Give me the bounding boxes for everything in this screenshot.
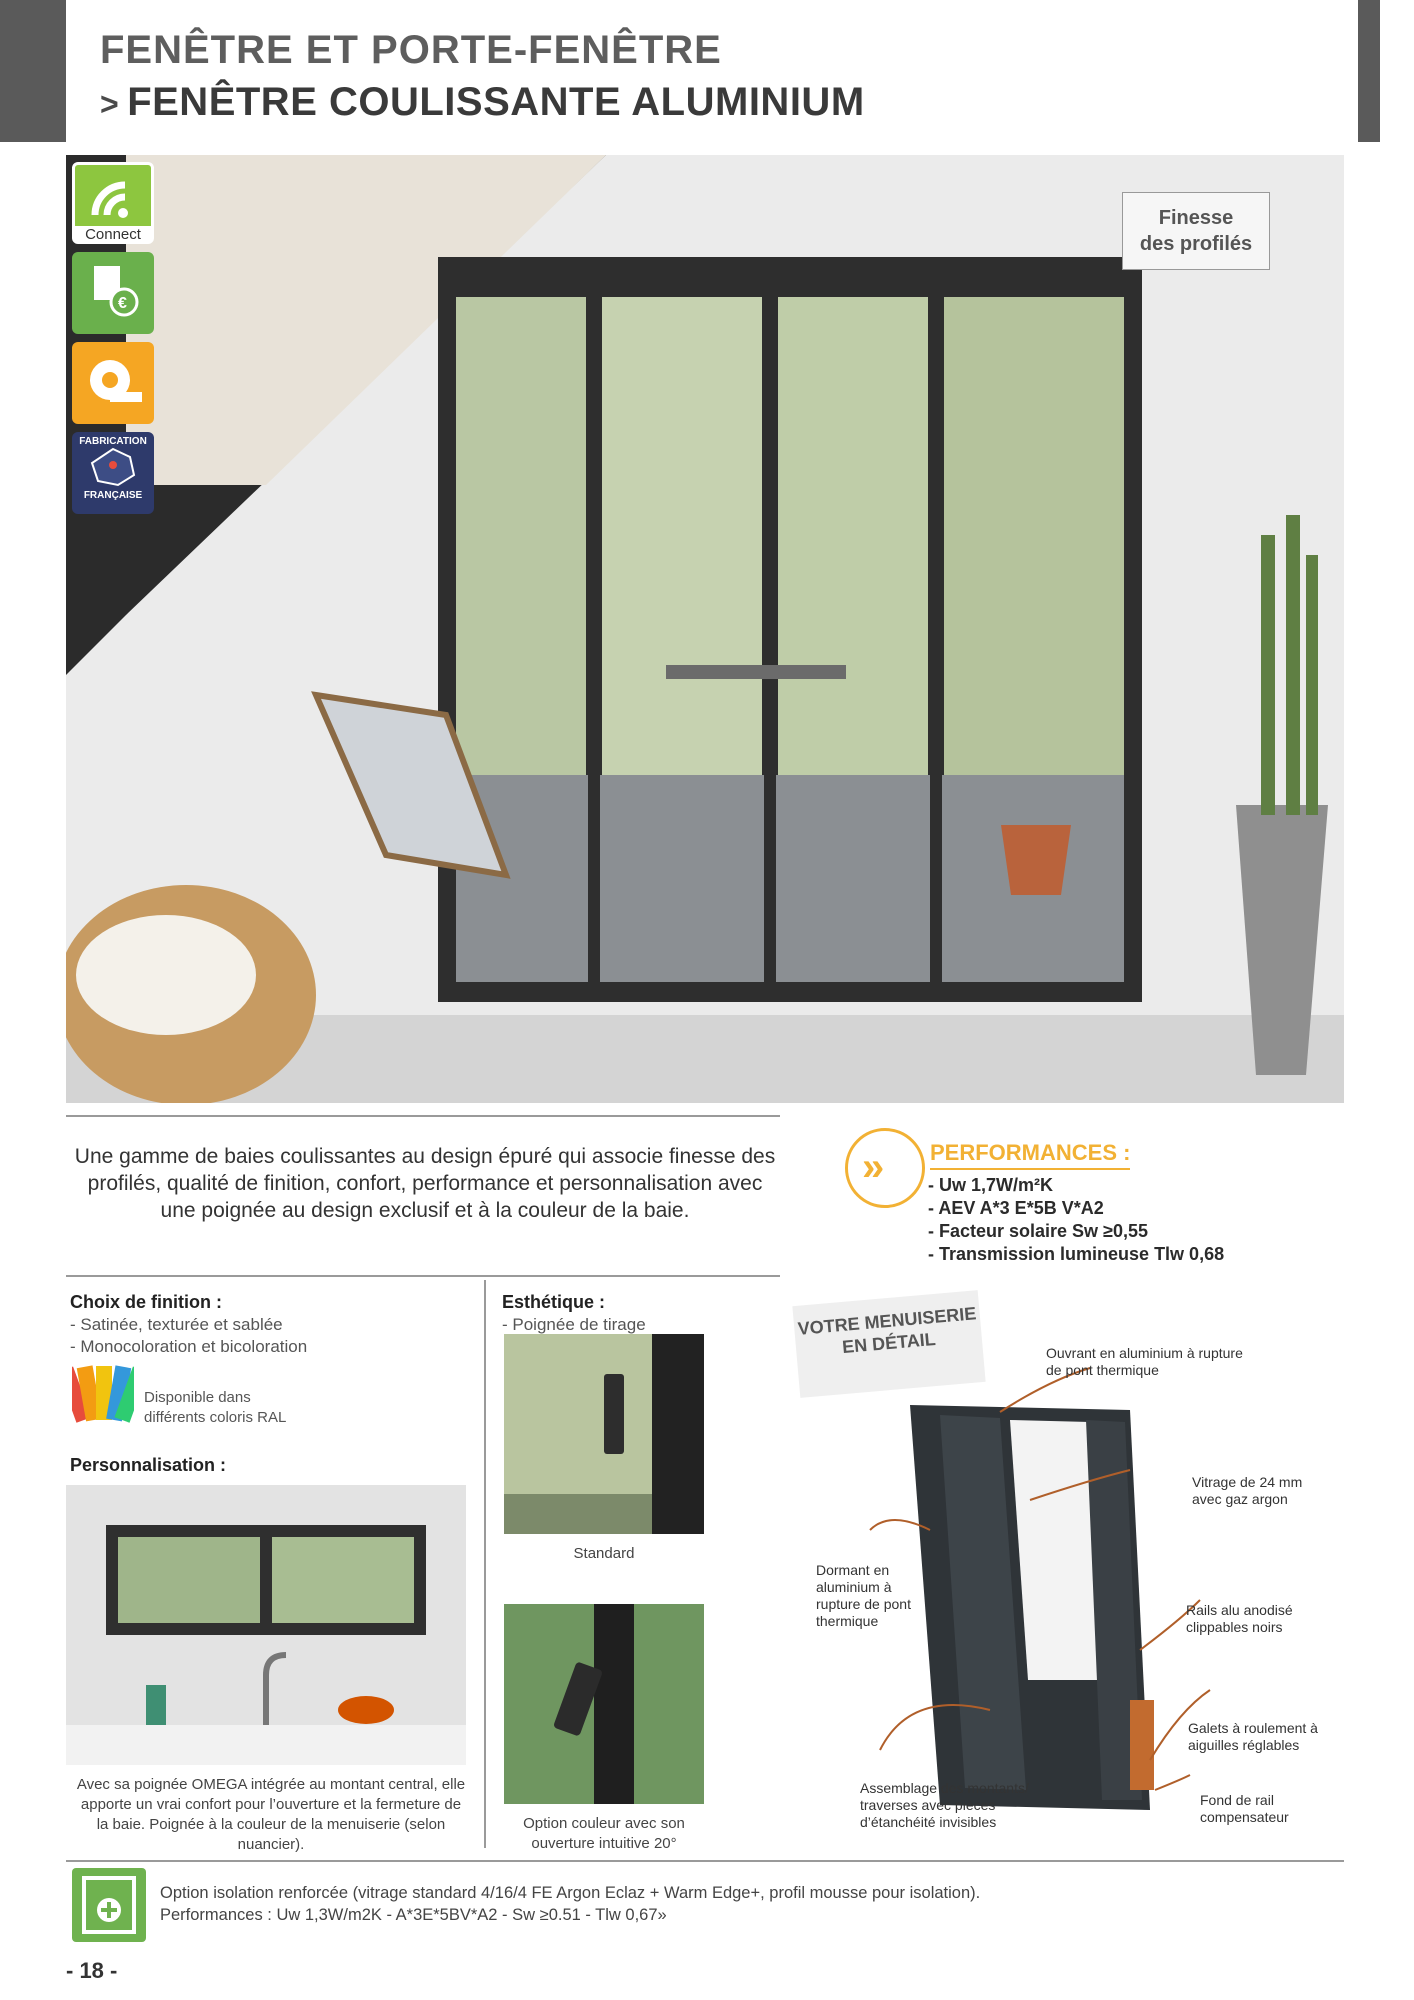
- callout-rails: Rails alu anodisé clippables noirs: [1186, 1602, 1293, 1635]
- header-bar-left: [0, 0, 66, 142]
- divider-top: [66, 1115, 780, 1117]
- standard-handle-photo: [504, 1334, 704, 1534]
- svg-text:€: €: [118, 295, 127, 312]
- finesse-line1: Finesse: [1158, 207, 1234, 229]
- performances-list: [928, 1174, 1224, 1266]
- standard-caption: Standard: [573, 1545, 635, 1562]
- ral-line1: Disponible dans: [144, 1389, 251, 1406]
- hero-illustration: [66, 155, 1344, 1103]
- color-palette-icon: [72, 1362, 134, 1424]
- kitchen-photo: [66, 1485, 466, 1765]
- francaise-label: FRANÇAISE: [83, 490, 143, 501]
- perf-item: - AEV A*3 E*5B V*A2: [928, 1198, 1104, 1218]
- connect-icon: [72, 162, 154, 244]
- finition-item: - Monocoloration et bicoloration: [70, 1337, 308, 1356]
- personnalisation-heading: Personnalisation :: [70, 1455, 227, 1475]
- intro-text: Une gamme de baies coulissantes au design épuré qui associe finesse des profilés, qualité de finition, confort, performance et personnalisation avec une poignée au design exclusif et à la couleur de la baie.: [74, 1145, 776, 1222]
- option-text: [160, 1882, 980, 1926]
- detail-tag: VOTRE MENUISERIE EN DÉTAIL: [792, 1290, 985, 1398]
- finesse-line2: des profilés: [1139, 233, 1253, 255]
- insulation-option-icon: [72, 1868, 146, 1942]
- page-number: - 18 -: [66, 1958, 118, 1983]
- subtitle-arrow: >: [100, 86, 120, 122]
- ral-line2: différents coloris RAL: [144, 1409, 287, 1426]
- callout-assemblage: Assemblage des montants/ traverses avec pièces d’étanchéité invisibles: [860, 1780, 1029, 1830]
- page-title: FENÊTRE ET PORTE-FENÊTRE: [100, 28, 722, 72]
- finition-item: - Satinée, texturée et sablée: [70, 1315, 283, 1334]
- made-to-measure-icon: [72, 342, 154, 424]
- divider-bottom: [66, 1860, 1344, 1862]
- chevrons-icon: »: [845, 1128, 925, 1208]
- made-in-france-icon: [72, 432, 154, 514]
- subtitle-text: FENÊTRE COULISSANTE ALUMINIUM: [127, 80, 865, 124]
- option-caption: Option couleur avec son ouverture intuitive 20°: [523, 1815, 685, 1852]
- ral-text: [144, 1388, 286, 1428]
- option-handle-photo: [504, 1604, 704, 1804]
- finition-heading: Choix de finition :: [70, 1292, 222, 1312]
- page-subtitle: [100, 80, 865, 125]
- esthetique-sub: - Poignée de tirage: [502, 1315, 646, 1334]
- column-separator: [484, 1280, 486, 1848]
- callout-ouvrant: Ouvrant en aluminium à rupture de pont thermique: [1046, 1345, 1243, 1378]
- perf-item: - Transmission lumineuse Tlw 0,68: [928, 1244, 1225, 1264]
- fabrication-label: FABRICATION: [79, 436, 147, 447]
- perf-item: - Facteur solaire Sw ≥0,55: [928, 1221, 1148, 1241]
- feature-badges: [72, 162, 162, 522]
- kitchen-caption: Avec sa poignée OMEGA intégrée au montant central, elle apporte un vrai confort pour l’ouverture et la fermeture de la baie. Poignée à la couleur de la menuiserie (selon nuancier).: [76, 1776, 466, 1853]
- esthetique-heading: Esthétique :: [502, 1292, 606, 1312]
- header-bar-right: [1358, 0, 1380, 142]
- wifi-icon: [75, 165, 151, 225]
- performances-title: PERFORMANCES :: [930, 1140, 1130, 1170]
- callout-vitrage: Vitrage de 24 mm avec gaz argon: [1192, 1474, 1303, 1507]
- hero-photo: [66, 155, 1344, 1103]
- callout-dormant: Dormant en aluminium à rupture de pont thermique: [816, 1562, 911, 1629]
- option-line2: Performances : Uw 1,3W/m2K - A*3E*5BV*A2 - Sw ≥0.51 - Tlw 0,67»: [160, 1906, 667, 1924]
- energy-savings-icon: [72, 252, 154, 334]
- finesse-tag: [1122, 192, 1270, 270]
- connect-label: Connect: [75, 226, 151, 243]
- callout-galets: Galets à roulement à aiguilles réglables: [1188, 1720, 1318, 1753]
- divider-mid: [66, 1275, 780, 1277]
- option-line1: Option isolation renforcée (vitrage standard 4/16/4 FE Argon Eclaz + Warm Edge+, profil mousse pour isolation).: [160, 1884, 981, 1902]
- callout-fond: Fond de rail compensateur: [1200, 1792, 1289, 1825]
- finition-list: [70, 1314, 307, 1358]
- perf-item: - Uw 1,7W/m²K: [928, 1175, 1054, 1195]
- france-map-icon: [88, 447, 138, 487]
